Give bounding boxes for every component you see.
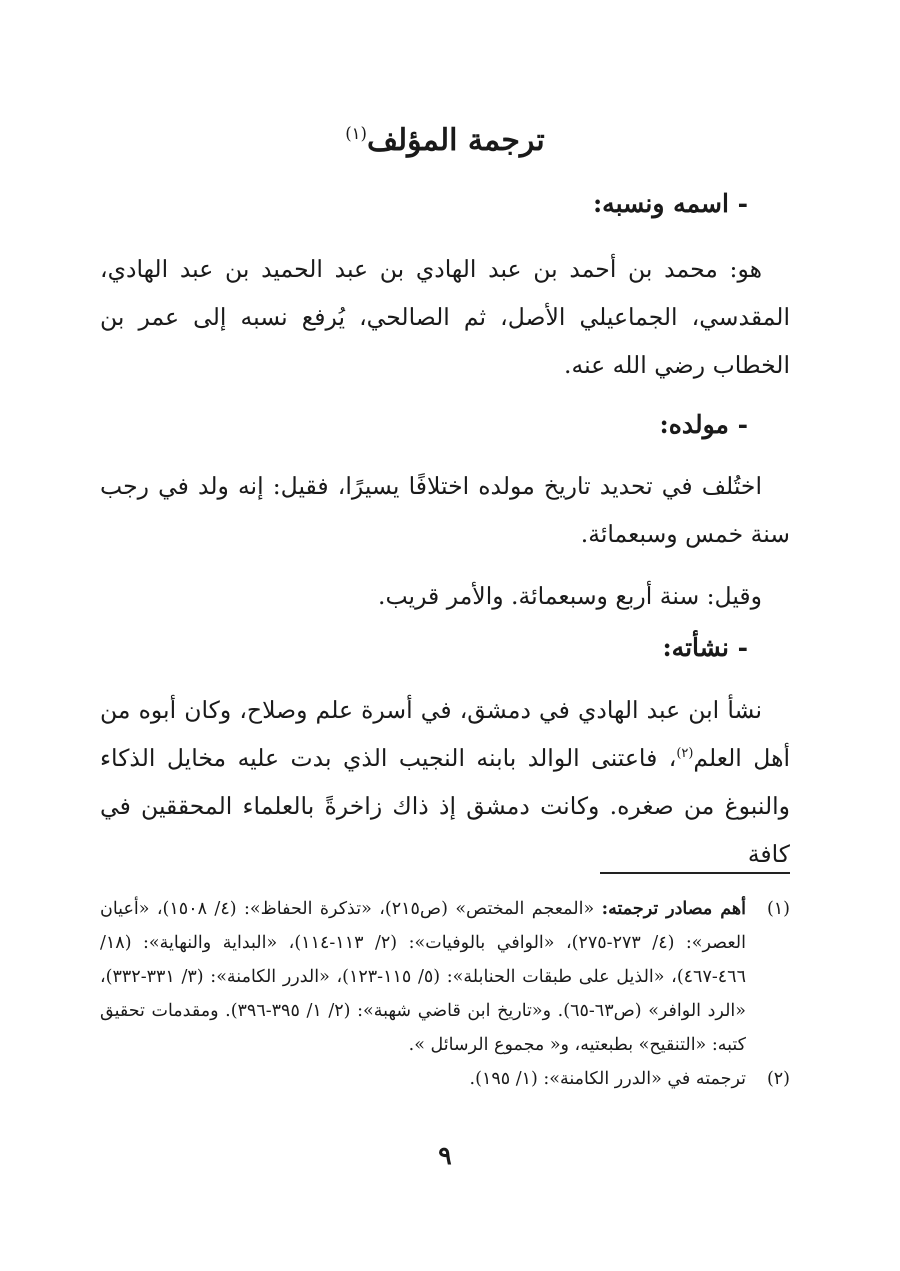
paragraph-upbringing-part1: نشأ ابن عبد الهادي في دمشق، في أسرة علم وصلاح، وكان أبوه من أهل العلم <box>100 696 790 772</box>
page-title <box>100 118 790 164</box>
paragraph-upbringing-part2: ، فاعتنى الوالد بابنه النجيب الذي بدت عليه مخايل الذكاء والنبوغ من صغره. وكانت دمشق إذ ذاك زاخرةً بالعلماء المحققين في كافة <box>100 744 790 868</box>
page-number: ٩ <box>438 1141 452 1170</box>
footnotes <box>100 892 790 1096</box>
footnote-separator <box>600 872 790 874</box>
paragraph-birth-2: وقيل: سنة أربع وسبعمائة. والأمر قريب. <box>378 582 762 610</box>
footnote-body: ترجمته في «الدرر الكامنة»: (١/ ١٩٥). <box>469 1069 746 1089</box>
section-heading-birth: - مولده: <box>659 410 748 439</box>
footnote-text <box>100 1062 746 1096</box>
title-text: ترجمة المؤلف <box>366 123 545 158</box>
title-footnote-ref[interactable]: (١) <box>345 124 367 143</box>
footnote-lead: أهم مصادر ترجمته: <box>601 899 747 919</box>
footnote-text <box>100 892 746 1062</box>
footnote-body: «المعجم المختص» (ص٢١٥)، «تذكرة الحفاظ»: (٤/ ١٥٠٨)، «أعيان العصر»: (٤/ ٢٧٣-٢٧٥)، «الوافي بالوفيات»: (٢/ ١١٣-١١٤)، «البداية والنهاية»: (١٨/ ٤٦٦-٤٦٧)، «الذيل على طبقات الحنابلة»: (٥/ ١١٥-١٢٣)، «الدرر الكامنة»: (٣/ ٣٣١-٣٣٢)، «الرد الوافر» (ص٦٣-٦٥). و«تاريخ ابن قاضي شهبة»: (٢/ ١/ ٣٩٥-٣٩٦). ومقدمات تحقيق كتبه: «التنقيح» بطبعتيه، و« مجموع الرسائل ». <box>100 899 746 1055</box>
footnote-number: (١) <box>766 899 790 919</box>
section-heading-name: - اسمه ونسبه: <box>592 189 748 218</box>
section-heading-upbringing: - نشأته: <box>662 633 748 662</box>
paragraph-name-lineage: هو: محمد بن أحمد بن عبد الهادي بن عبد الحميد بن عبد الهادي، المقدسي، الجماعيلي الأصل، ثم الصالحي، يُرفع نسبه إلى عمر بن الخطاب رضي الله عنه. <box>100 255 790 379</box>
paragraph-birth-1: اختُلف في تحديد تاريخ مولده اختلافًا يسيرًا، فقيل: إنه ولد في رجب سنة خمس وسبعمائة. <box>100 472 790 548</box>
book-page <box>100 0 790 1271</box>
footnote-1 <box>100 892 790 1062</box>
footnote-2 <box>100 1062 790 1096</box>
paragraph-upbringing <box>100 686 790 878</box>
footnote-ref-2[interactable]: (٢) <box>676 746 694 762</box>
footnote-number: (٢) <box>766 1069 790 1089</box>
